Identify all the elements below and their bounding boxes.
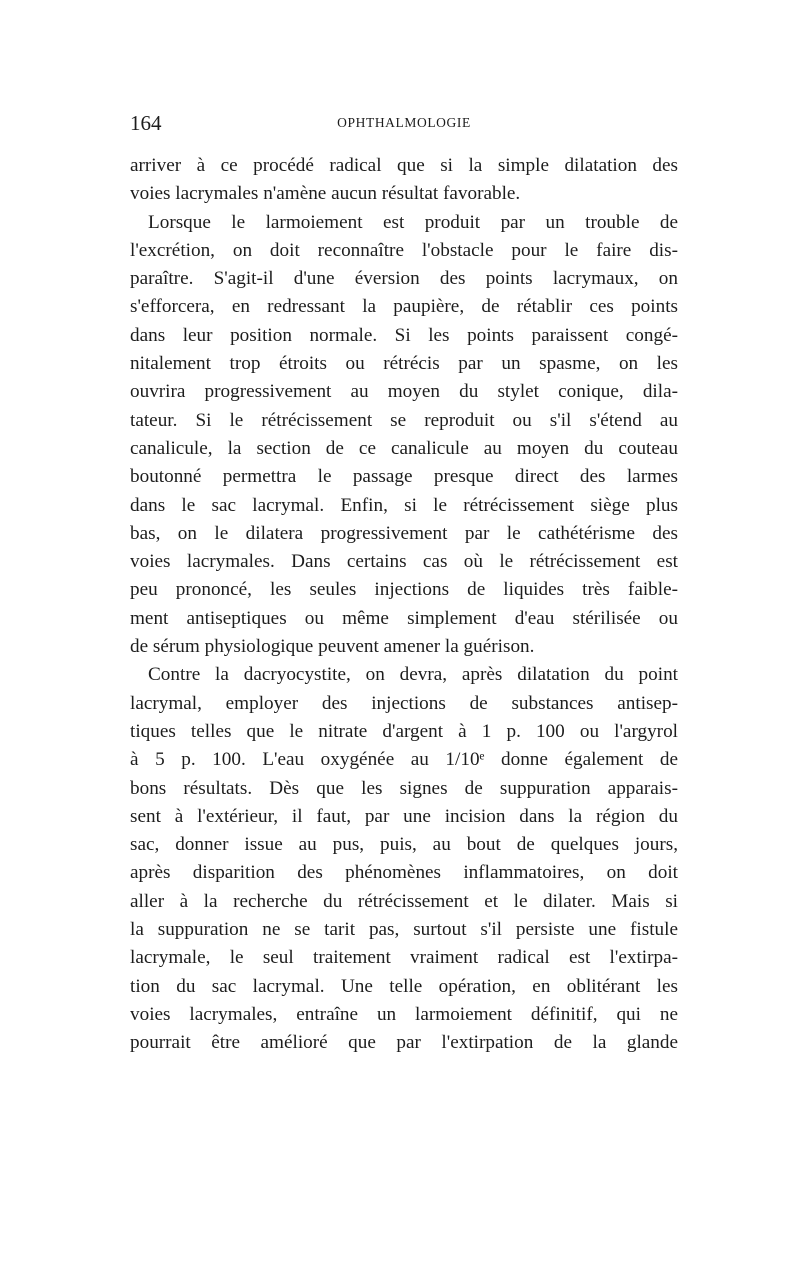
text-line: l'excrétion, on doit reconnaître l'obstacle pour le faire dis-: [130, 239, 678, 261]
text-line: voies lacrymales, entraîne un larmoiement définitif, qui ne: [130, 1003, 678, 1025]
text-line: nitalement trop étroits ou rétrécis par un spasme, on les: [130, 353, 678, 375]
text-line: dans leur position normale. Si les points paraissent congé-: [130, 324, 678, 346]
text-line: pourrait être amélioré que par l'extirpation de la glande: [130, 1032, 678, 1054]
running-title: OPHTHALMOLOGIE: [337, 115, 471, 130]
text-line: bons résultats. Dès que les signes de suppuration apparais-: [130, 777, 678, 799]
text-line: tion du sac lacrymal. Une telle opération, en oblitérant les: [130, 975, 678, 997]
text-line: la suppuration ne se tarit pas, surtout s'il persiste une fistule: [130, 919, 678, 941]
text-line: lacrymale, le seul traitement vraiment radical est l'extirpa-: [130, 947, 678, 969]
text-line: après disparition des phénomènes inflammatoires, on doit: [130, 862, 678, 884]
running-head: [130, 110, 678, 142]
text-line: tateur. Si le rétrécissement se reproduit ou s'il s'étend au: [130, 409, 678, 431]
text-line: sent à l'extérieur, il faut, par une incision dans la région du: [130, 805, 678, 827]
text-line: voies lacrymales. Dans certains cas où le rétrécissement est: [130, 551, 678, 573]
text-line: tiques telles que le nitrate d'argent à 1 p. 100 ou l'argyrol: [130, 720, 678, 742]
text-line: ouvrira progressivement au moyen du stylet conique, dila-: [130, 381, 678, 403]
text-line: Contre la dacryocystite, on devra, après dilatation du point: [148, 664, 678, 686]
text-line: canalicule, la section de ce canalicule au moyen du couteau: [130, 437, 678, 459]
text-line: s'efforcera, en redressant la paupière, de rétablir ces points: [130, 296, 678, 318]
text-line: lacrymal, employer des injections de substances antisep-: [130, 692, 678, 714]
text-line: ment antiseptiques ou même simplement d'eau stérilisée ou: [130, 607, 678, 629]
text-line: aller à la recherche du rétrécissement et le dilater. Mais si: [130, 890, 678, 912]
text-line: sac, donner issue au pus, puis, au bout de quelques jours,: [130, 834, 678, 856]
text-line: de sérum physiologique peuvent amener la guérison.: [130, 636, 535, 658]
text-line: bas, on le dilatera progressivement par le cathétérisme des: [130, 522, 678, 544]
body-text: [130, 152, 678, 1058]
text-line: Lorsque le larmoiement est produit par un trouble de: [148, 211, 678, 233]
text-line: arriver à ce procédé radical que si la simple dilatation des: [130, 155, 678, 176]
text-line: voies lacrymales n'amène aucun résultat favorable.: [130, 183, 521, 205]
text-line: boutonné permettra le passage presque direct des larmes: [130, 466, 678, 488]
text-line: à 5 p. 100. L'eau oxygénée au 1/10ᵉ donne également de: [130, 749, 678, 771]
book-page: [130, 110, 678, 1058]
text-line: peu prononcé, les seules injections de liquides très faible-: [130, 579, 678, 601]
page-number: 164: [130, 111, 162, 135]
text-line: dans le sac lacrymal. Enfin, si le rétrécissement siège plus: [130, 494, 678, 516]
text-line: paraître. S'agit-il d'une éversion des points lacrymaux, on: [130, 268, 678, 290]
